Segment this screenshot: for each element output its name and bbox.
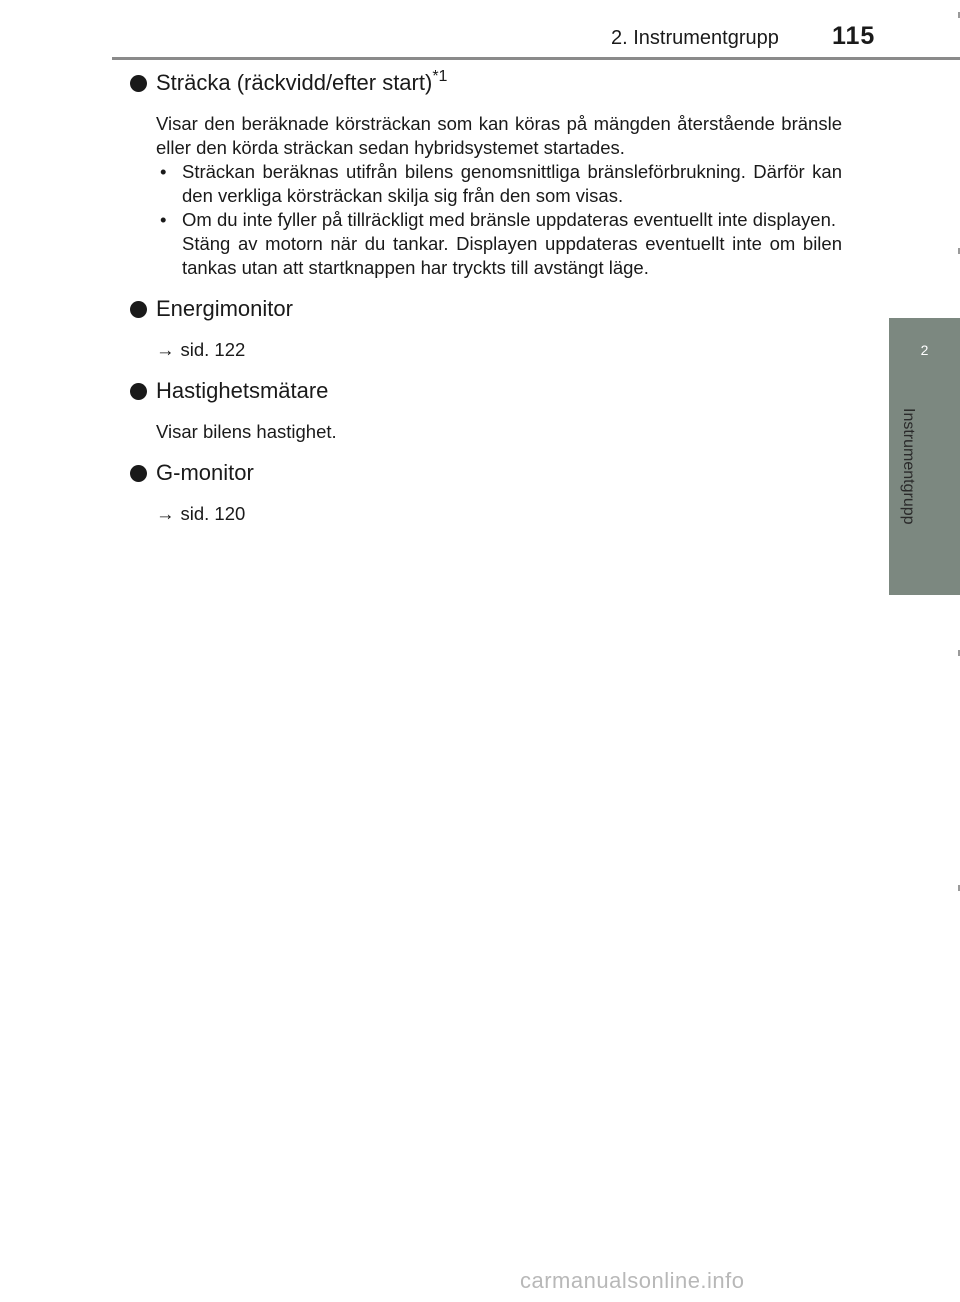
bullet-marker: • (160, 161, 167, 182)
list-item-text: Om du inte fyller på tillräckligt med bränsle uppdateras eventuellt inte displayen. (182, 209, 837, 230)
bullet-dot-icon (130, 75, 147, 92)
section-heading-text: Sträcka (räckvidd/efter start) (156, 70, 433, 95)
arrow-right-icon: → (156, 503, 175, 524)
section-speedometer (130, 376, 842, 458)
footnote-marker: *1 (432, 68, 448, 85)
section-g-monitor (130, 458, 842, 526)
bullet-dot-icon (130, 301, 147, 318)
chapter-title: 2. Instrumentgrupp (611, 27, 779, 49)
bullet-marker: • (160, 209, 167, 230)
list-item (156, 208, 842, 280)
section-body: Visar den beräknade körsträckan som kan köras på mängden återstående bränsle eller den körda sträckan sedan hybridsystemet startades. (156, 113, 842, 158)
page-reference (130, 502, 842, 526)
section-heading-text: Hastighetsmätare (156, 378, 329, 403)
section-heading (130, 294, 842, 324)
sub-list (130, 160, 842, 280)
side-tab-number: 2 (920, 342, 929, 358)
header-divider (112, 57, 960, 60)
page-content (130, 68, 842, 526)
page-reference-link[interactable]: sid. 120 (180, 503, 246, 524)
list-item-continuation: Stäng av motorn när du tankar. Displayen uppdateras eventuellt inte om bilen tankas utan att startknappen har tryckts till avstängt läge. (182, 233, 842, 278)
side-tab-label: Instrumentgrupp (900, 408, 917, 525)
section-heading (130, 458, 842, 488)
page-reference (130, 338, 842, 362)
list-item (156, 160, 842, 208)
section-heading-text: Energimonitor (156, 296, 293, 321)
section-heading (130, 376, 842, 406)
section-heading-text: G-monitor (156, 460, 254, 485)
bullet-dot-icon (130, 465, 147, 482)
section-distance (130, 68, 842, 294)
section-heading (130, 68, 842, 98)
bullet-dot-icon (130, 383, 147, 400)
arrow-right-icon: → (156, 339, 175, 360)
section-energy-monitor (130, 294, 842, 376)
section-body: Visar bilens hastighet. (156, 421, 337, 442)
watermark: carmanualsonline.info (520, 1268, 745, 1293)
page-number: 115 (832, 22, 876, 50)
list-item-text: Sträckan beräknas utifrån bilens genomsnittliga bränsleförbrukning. Därför kan den verkliga körsträckan skilja sig från den som visas. (182, 161, 842, 206)
page-reference-link[interactable]: sid. 122 (180, 339, 246, 360)
